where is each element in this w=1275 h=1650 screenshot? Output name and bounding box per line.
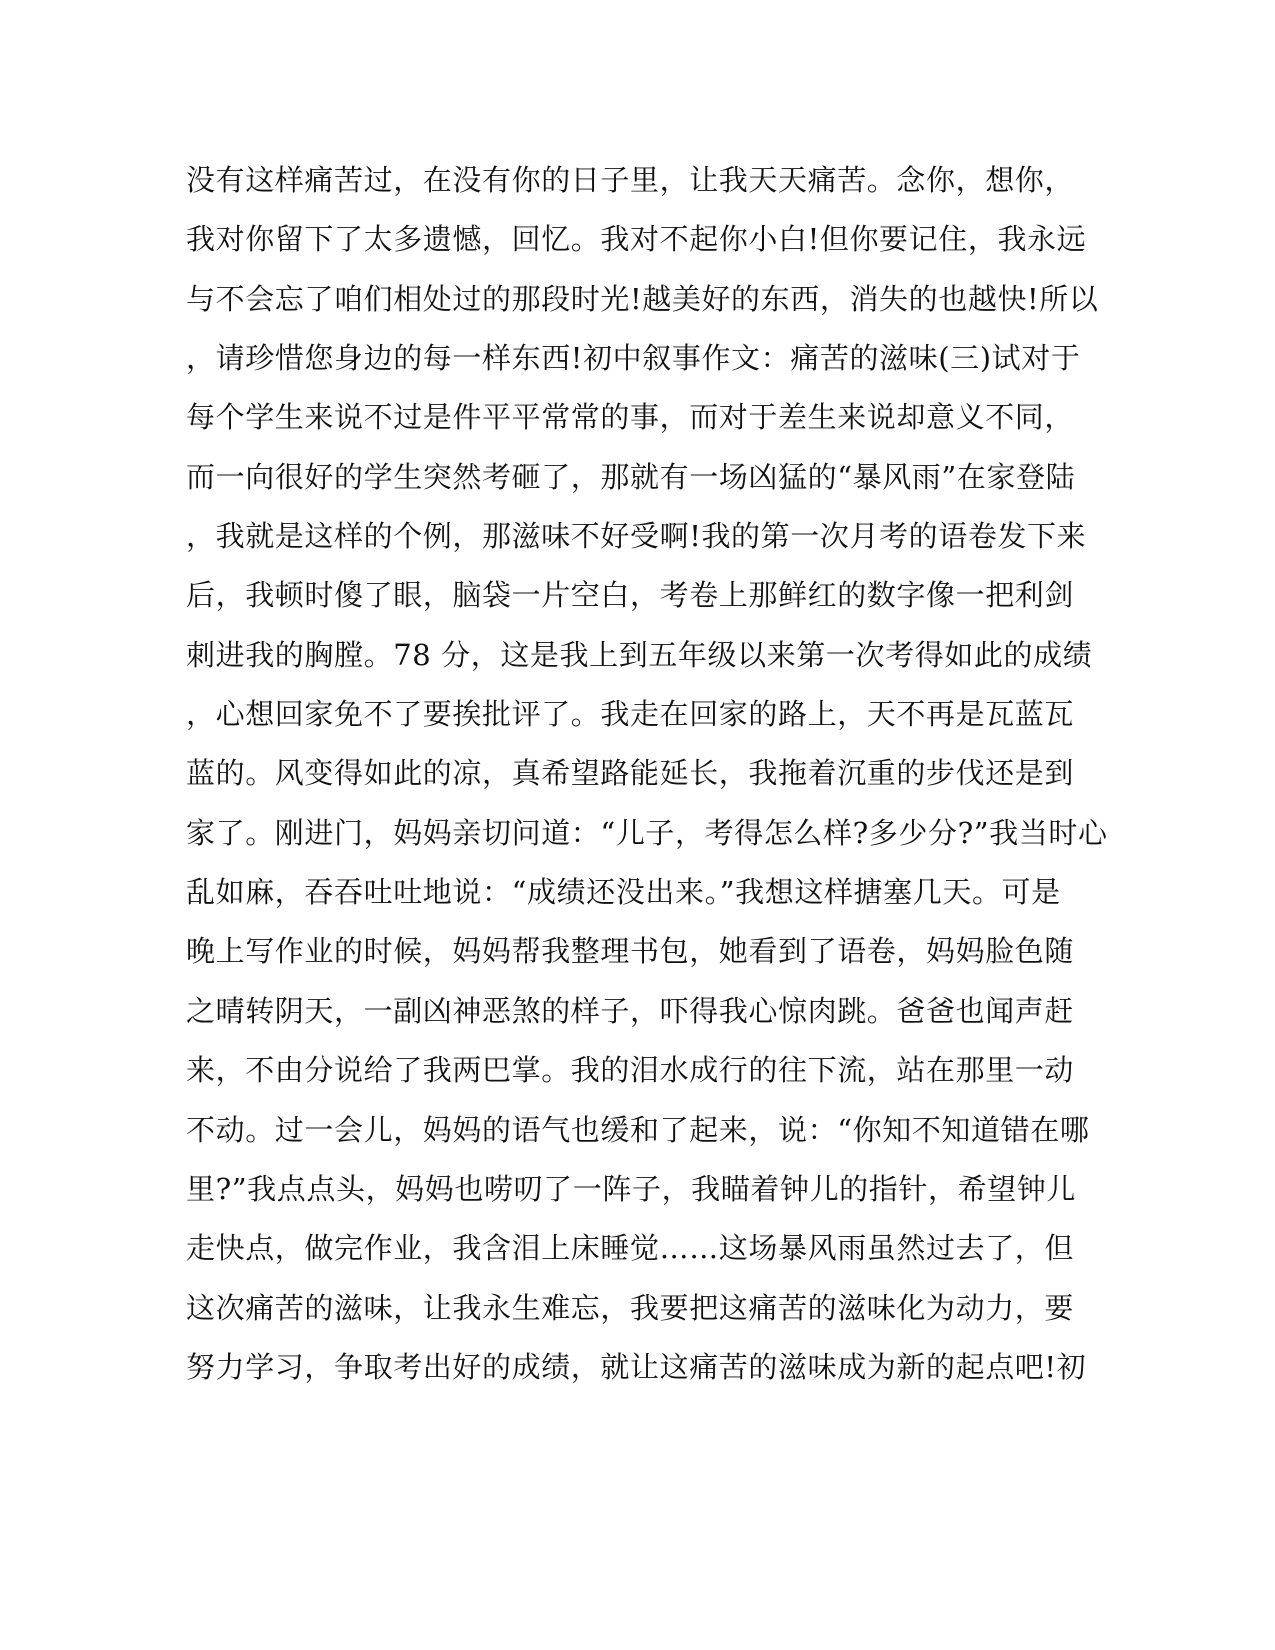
text-line-11: 蓝的。风变得如此的凉，真希望路能延长，我拖着沉重的步伐还是到 (186, 756, 1075, 791)
text-line-7: ，我就是这样的个例，那滋味不好受啊!我的第一次月考的语卷发下来 (186, 519, 1087, 554)
text-line-12: 家了。刚进门，妈妈亲切问道：“儿子，考得怎么样?多少分?”我当时心 (186, 815, 1108, 850)
text-line-19: 走快点，做完作业，我含泪上床睡觉……这场暴风雨虽然过去了，但 (186, 1231, 1075, 1266)
text-line-8: 后，我顿时傻了眼，脑袋一片空白，考卷上那鲜红的数字像一把利剑 (186, 578, 1075, 613)
text-line-20: 这次痛苦的滋味，让我永生难忘，我要把这痛苦的滋味化为动力，要 (186, 1290, 1075, 1325)
text-line-14: 晚上写作业的时候，妈妈帮我整理书包，她看到了语卷，妈妈脸色随 (186, 934, 1075, 969)
text-line-15: 之晴转阴天，一副凶神恶煞的样子，吓得我心惊肉跳。爸爸也闻声赶 (186, 993, 1075, 1028)
text-line-17: 不动。过一会儿，妈妈的语气也缓和了起来，说：“你知不知道错在哪 (186, 1112, 1090, 1147)
body-text (186, 160, 1108, 1406)
text-line-18: 里?”我点点头，妈妈也唠叨了一阵子，我瞄着钟儿的指针，希望钟儿 (186, 1171, 1076, 1206)
text-line-2: 我对你留下了太多遗憾，回忆。我对不起你小白!但你要记住，我永远 (186, 222, 1087, 257)
text-line-10: ，心想回家免不了要挨批评了。我走在回家的路上，天不再是瓦蓝瓦 (186, 697, 1075, 732)
text-line-6: 而一向很好的学生突然考砸了，那就有一场凶猛的“暴风雨”在家登陆 (186, 459, 1076, 494)
text-line-4: ，请珍惜您身边的每一样东西!初中叙事作文：痛苦的滋味(三)试对于 (186, 341, 1081, 376)
text-line-3: 与不会忘了咱们相处过的那段时光!越美好的东西，消失的也越快!所以 (186, 281, 1099, 316)
text-line-13: 乱如麻，吞吞吐吐地说：“成绩还没出来。”我想这样搪塞几天。可是 (186, 875, 1061, 910)
text-line-16: 来，不由分说给了我两巴掌。我的泪水成行的往下流，站在那里一动 (186, 1053, 1075, 1088)
text-line-9: 刺进我的胸膛。78 分，这是我上到五年级以来第一次考得如此的成绩 (186, 637, 1093, 672)
text-line-21: 努力学习，争取考出好的成绩，就让这痛苦的滋味成为新的起点吧!初 (186, 1349, 1087, 1384)
text-line-1: 没有这样痛苦过，在没有你的日子里，让我天天痛苦。念你，想你， (186, 163, 1075, 197)
text-line-5: 每个学生来说不过是件平平常常的事，而对于差生来说却意义不同， (186, 400, 1075, 435)
